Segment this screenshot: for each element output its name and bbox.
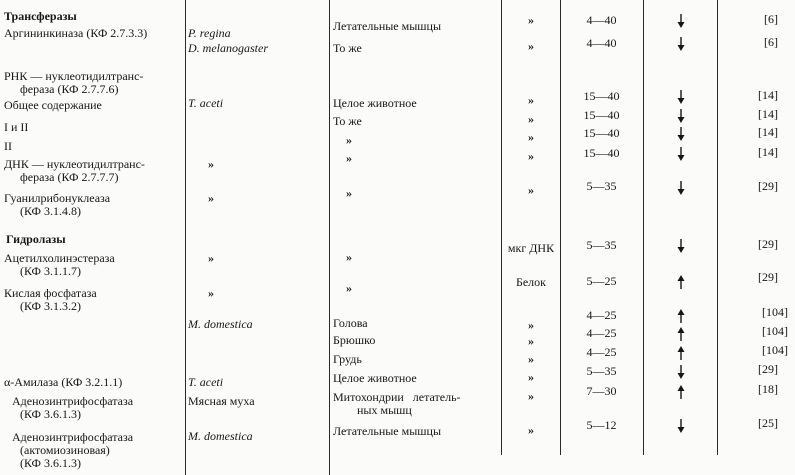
trend-arrow-icon: [676, 180, 686, 196]
tissue-cell: Целое животное: [333, 371, 417, 385]
enzyme-name: Ацетилхолинэстераза: [4, 251, 115, 265]
section-heading-hydrolases: Гидролазы: [6, 232, 66, 246]
enzyme-name: (КФ 3.6.1.3): [20, 407, 81, 421]
enzyme-name: α-Амилаза (КФ 3.2.1.1): [4, 375, 123, 389]
column-rule-3: [501, 0, 502, 455]
ditto-mark: »: [528, 93, 534, 107]
reference: [29]: [758, 237, 778, 251]
species-name: M. domestica: [188, 429, 253, 443]
reference: [14]: [758, 145, 778, 159]
trend-arrow-icon: [676, 364, 686, 380]
reference: [104]: [762, 343, 788, 357]
section-heading-transferases: Трансферазы: [4, 9, 77, 23]
trend-arrow-icon: [676, 36, 686, 52]
reference: [14]: [758, 88, 778, 102]
tissue-cell: Грудь: [333, 352, 362, 366]
trend-arrow-icon: [676, 108, 686, 124]
enzyme-name: РНК — нуклеотидилтранс-: [4, 69, 144, 83]
column-rule-1: [185, 0, 186, 475]
trend-arrow-icon: [676, 326, 686, 342]
age-range: 4—25: [586, 326, 617, 340]
column-rule-2: [329, 0, 330, 475]
reference: [29]: [758, 362, 778, 376]
reference: [29]: [758, 270, 778, 284]
trend-arrow-icon: [676, 384, 686, 400]
age-range: 15—40: [583, 126, 620, 140]
reference: [14]: [758, 125, 778, 139]
ditto-mark: »: [208, 157, 214, 171]
enzyme-name: (КФ 3.1.1.7): [20, 264, 81, 278]
ditto-mark: »: [528, 318, 534, 332]
enzyme-name: II: [4, 139, 12, 153]
ditto-mark: »: [528, 334, 534, 348]
age-range: 4—40: [586, 36, 617, 50]
trend-arrow-icon: [676, 126, 686, 142]
tissue-cell: То же: [333, 114, 362, 128]
ditto-mark: »: [528, 183, 534, 197]
ditto-mark: »: [528, 130, 534, 144]
species-name: T. aceti: [188, 375, 224, 389]
tissue-cell: Брюшко: [333, 333, 376, 347]
ditto-mark: »: [528, 13, 534, 27]
reference: [25]: [758, 416, 778, 430]
ditto-mark: »: [528, 112, 534, 126]
trend-arrow-icon: [676, 418, 686, 434]
species-name: M. domestica: [188, 317, 253, 331]
reference: [18]: [758, 382, 778, 396]
reference: [29]: [758, 179, 778, 193]
age-range: 5—35: [586, 238, 617, 252]
trend-arrow-icon: [676, 146, 686, 162]
reference: [6]: [764, 35, 778, 49]
ditto-mark: »: [528, 389, 534, 403]
age-range: 5—12: [586, 418, 617, 432]
enzyme-name: I и II: [4, 120, 29, 134]
ditto-mark: »: [346, 281, 352, 295]
age-range: 15—40: [583, 146, 620, 160]
ditto-mark: »: [346, 250, 352, 264]
trend-arrow-icon: [676, 238, 686, 254]
trend-arrow-icon: [676, 345, 686, 361]
tissue-cell: Целое животное: [333, 96, 417, 110]
species-name: Мясная муха: [188, 394, 255, 408]
basis-cell: Белок: [515, 275, 547, 289]
age-range: 5—35: [586, 179, 617, 193]
enzyme-name: Кислая фосфатаза: [4, 286, 97, 300]
basis-cell: мкг ДНК: [507, 241, 555, 255]
ditto-mark: »: [208, 286, 214, 300]
enzyme-name: фераза (КФ 2.7.7.6): [20, 82, 119, 96]
tissue-cell: Митохондрии летатель-: [333, 390, 461, 404]
enzyme-name: (КФ 3.1.4.8): [20, 204, 81, 218]
age-range: 15—40: [583, 108, 620, 122]
enzyme-name: Аденозинтрифосфатаза: [12, 430, 134, 444]
enzyme-name: Аденозинтрифосфатаза: [12, 394, 134, 408]
reference: [6]: [764, 12, 778, 26]
age-range: 4—40: [586, 13, 617, 27]
enzyme-name: Общее содержание: [4, 98, 102, 112]
trend-arrow-icon: [676, 13, 686, 29]
enzyme-name: Гуанилрибонуклеаза: [4, 191, 111, 205]
age-range: 4—25: [586, 308, 617, 322]
tissue-cell: ных мышц: [357, 403, 412, 417]
ditto-mark: »: [528, 352, 534, 366]
enzyme-name: (КФ 3.1.3.2): [20, 299, 81, 313]
ditto-mark: »: [208, 191, 214, 205]
enzyme-name: фераза (КФ 2.7.7.7): [20, 170, 119, 184]
tissue-cell: То же: [333, 41, 362, 55]
ditto-mark: »: [346, 186, 352, 200]
enzyme-name: ДНК — нуклеотидилтранс-: [4, 157, 145, 171]
ditto-mark: »: [528, 370, 534, 384]
species-name: D. melanogaster: [188, 41, 268, 55]
tissue-cell: Летательные мышцы: [333, 424, 442, 438]
species-name: P. regina: [188, 26, 231, 40]
age-range: 5—35: [586, 364, 617, 378]
column-rule-6: [717, 0, 718, 455]
species-name: T. aceti: [188, 96, 224, 110]
age-range: 15—40: [583, 89, 620, 103]
ditto-mark: »: [528, 423, 534, 437]
trend-arrow-icon: [676, 308, 686, 324]
column-rule-5: [643, 0, 644, 455]
ditto-mark: »: [346, 151, 352, 165]
age-range: 7—30: [586, 384, 617, 398]
tissue-cell: Летательные мышцы: [333, 19, 442, 33]
enzyme-name: (актомиозиновая): [20, 443, 110, 457]
tissue-cell: Голова: [333, 316, 368, 330]
ditto-mark: »: [528, 39, 534, 53]
enzyme-name: Аргининкиназа (КФ 2.7.3.3): [4, 26, 148, 40]
trend-arrow-icon: [676, 274, 686, 290]
reference: [104]: [762, 324, 788, 338]
trend-arrow-icon: [676, 89, 686, 105]
reference: [14]: [758, 107, 778, 121]
age-range: 5—25: [586, 274, 617, 288]
ditto-mark: »: [208, 251, 214, 265]
enzyme-name: (КФ 3.6.1.3): [20, 456, 81, 470]
age-range: 4—25: [586, 345, 617, 359]
reference: [104]: [762, 305, 788, 319]
ditto-mark: »: [528, 149, 534, 163]
ditto-mark: »: [346, 133, 352, 147]
